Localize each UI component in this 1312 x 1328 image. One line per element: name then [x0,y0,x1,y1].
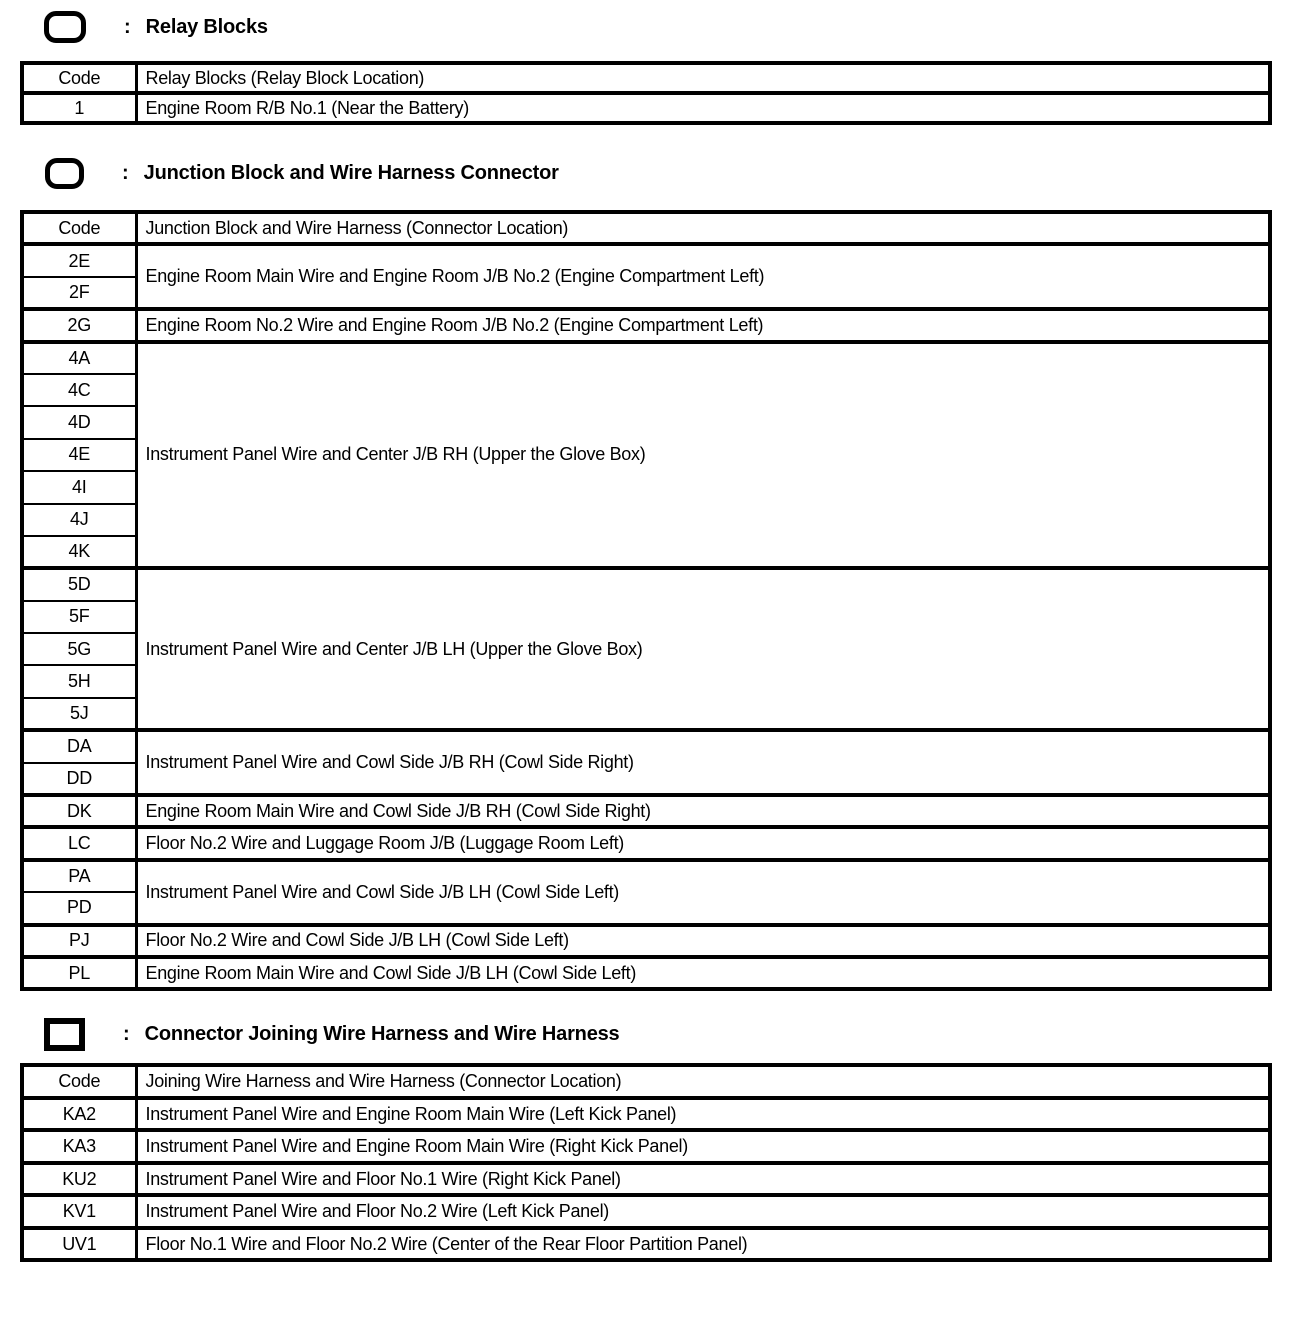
code-cell: 4K [22,536,136,568]
location-cell: Engine Room No.2 Wire and Engine Room J/B No.2 (Engine Compartment Left) [136,309,1270,341]
code-cell: KU2 [22,1163,136,1196]
section-title: Junction Block and Wire Harness Connector [143,161,559,184]
section-header-connector-joining [20,1017,1292,1051]
code-cell: PD [22,892,136,924]
table-row [22,568,1270,600]
location-cell: Instrument Panel Wire and Center J/B LH (Upper the Glove Box) [136,568,1270,730]
colon-separator: : [123,1023,130,1046]
code-cell: PA [22,860,136,892]
table-row [22,730,1270,762]
table-row [22,1130,1270,1163]
code-cell: LC [22,827,136,859]
location-cell: Instrument Panel Wire and Engine Room Main Wire (Left Kick Panel) [136,1098,1270,1131]
code-cell: 4I [22,471,136,503]
code-cell: DD [22,763,136,795]
code-column-header: Code [22,63,136,93]
code-cell: DK [22,795,136,827]
table-row [22,957,1270,989]
code-cell: KA3 [22,1130,136,1163]
location-cell: Floor No.1 Wire and Floor No.2 Wire (Center of the Rear Floor Partition Panel) [136,1228,1270,1261]
code-cell: 4A [22,342,136,374]
code-column-header: Code [22,1065,136,1098]
code-cell: 2E [22,244,136,276]
table-header-row [22,1065,1270,1098]
table-header-row [22,63,1270,93]
section-title: Relay Blocks [145,15,268,38]
table-row [22,827,1270,859]
section-header-relay-blocks [20,10,1292,44]
table-row [22,1228,1270,1261]
code-cell: 4C [22,374,136,406]
location-cell: Engine Room Main Wire and Cowl Side J/B LH (Cowl Side Left) [136,957,1270,989]
code-cell: 1 [22,93,136,123]
code-cell: 4E [22,439,136,471]
junction-block-symbol-icon [45,158,84,189]
location-cell: Instrument Panel Wire and Cowl Side J/B LH (Cowl Side Left) [136,860,1270,925]
location-cell: Engine Room Main Wire and Engine Room J/B No.2 (Engine Compartment Left) [136,244,1270,309]
code-cell: 5D [22,568,136,600]
section-title: Connector Joining Wire Harness and Wire Harness [144,1022,620,1045]
location-cell: Engine Room R/B No.1 (Near the Battery) [136,93,1270,123]
location-column-header: Joining Wire Harness and Wire Harness (Connector Location) [136,1065,1270,1098]
code-cell: 4D [22,406,136,438]
table-row [22,1163,1270,1196]
table-row [22,925,1270,957]
joining-connector-table [20,1063,1272,1262]
code-cell: DA [22,730,136,762]
location-column-header: Junction Block and Wire Harness (Connector Location) [136,212,1270,244]
joining-connector-symbol-icon [44,1018,85,1051]
code-cell: PL [22,957,136,989]
location-cell: Floor No.2 Wire and Cowl Side J/B LH (Cowl Side Left) [136,925,1270,957]
code-cell: 5J [22,698,136,730]
code-cell: PJ [22,925,136,957]
code-column-header: Code [22,212,136,244]
table-row [22,342,1270,374]
location-cell: Floor No.2 Wire and Luggage Room J/B (Luggage Room Left) [136,827,1270,859]
colon-separator: : [124,16,131,38]
table-row [22,244,1270,276]
location-cell: Instrument Panel Wire and Engine Room Main Wire (Right Kick Panel) [136,1130,1270,1163]
table-row [22,1098,1270,1131]
code-cell: 4J [22,504,136,536]
table-row [22,93,1270,123]
location-cell: Engine Room Main Wire and Cowl Side J/B RH (Cowl Side Right) [136,795,1270,827]
colon-separator: : [122,162,129,184]
relay-block-symbol-icon [44,11,86,43]
code-cell: 5F [22,601,136,633]
code-cell: 2F [22,277,136,309]
code-cell: 5G [22,633,136,665]
location-cell: Instrument Panel Wire and Center J/B RH (Upper the Glove Box) [136,342,1270,569]
table-row [22,309,1270,341]
code-cell: UV1 [22,1228,136,1261]
code-cell: KA2 [22,1098,136,1131]
code-cell: 5H [22,665,136,697]
location-column-header: Relay Blocks (Relay Block Location) [136,63,1270,93]
table-row [22,860,1270,892]
table-row [22,795,1270,827]
section-header-junction-block [20,156,1292,190]
table-header-row [22,212,1270,244]
junction-block-table [20,210,1272,991]
code-cell: 2G [22,309,136,341]
location-cell: Instrument Panel Wire and Floor No.1 Wire (Right Kick Panel) [136,1163,1270,1196]
relay-blocks-table [20,61,1272,125]
location-cell: Instrument Panel Wire and Floor No.2 Wire (Left Kick Panel) [136,1195,1270,1228]
code-cell: KV1 [22,1195,136,1228]
table-row [22,1195,1270,1228]
location-cell: Instrument Panel Wire and Cowl Side J/B RH (Cowl Side Right) [136,730,1270,795]
